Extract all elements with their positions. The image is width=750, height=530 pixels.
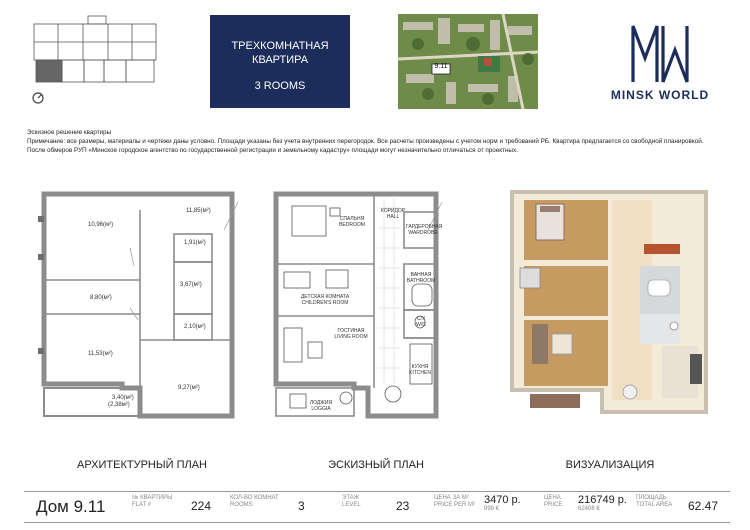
- bed-icon: [292, 206, 326, 236]
- plant-icon: [340, 392, 352, 404]
- price-value: 216749 р. 62408 €: [578, 494, 627, 512]
- title-line1: ТРЕХКОМНАТНАЯ: [231, 40, 329, 52]
- note-line1: Эскизное решение квартиры: [27, 129, 112, 136]
- room-children: ДЕТСКАЯ КОМНАТА CHILDREN'S ROOM: [300, 294, 350, 306]
- map-badge: 9.11: [434, 63, 448, 70]
- location-plan: [28, 14, 163, 109]
- title-line2: КВАРТИРА: [251, 54, 309, 66]
- price-label: ЦЕНА PRICE: [544, 495, 563, 508]
- rooms-value: 3: [298, 499, 305, 513]
- title-line3: 3 ROOMS: [254, 80, 306, 92]
- price-per-m2-label: ЦЕНА ЗА М² PRICE PER M²: [434, 495, 476, 508]
- price-per-m2-value: 3470 р. 999 €: [484, 494, 521, 512]
- area-label: 3,40(м²): [112, 395, 134, 401]
- bunk-bed-icon: [284, 272, 310, 288]
- room-living: ГОСТИНАЯ LIVING ROOM: [334, 328, 368, 340]
- house-number: Дом 9.11: [36, 497, 106, 516]
- room-bathroom: ВАННАЯ BATHROOM: [406, 272, 436, 284]
- note-line2: Примечание: все размеры, материалы и чертежи даны условно. Площади указаны без учета внутренних перегородок. Все расчеты произведены с учетом норм и требований РБ. Квартира предлагается со свободной планировкой.: [27, 138, 704, 145]
- minsk-world-logo: [600, 22, 720, 84]
- room-loggia: ЛОДЖИЯ LOGGIA: [309, 400, 333, 412]
- level-label: ЭТАЖ LEVEL: [342, 495, 361, 508]
- area-label: 1,91(м²): [184, 240, 206, 246]
- area-label: 11,85(м²): [186, 208, 211, 214]
- aerial-map: [398, 14, 538, 109]
- flat-label: № КВАРТИРЫ FLAT #: [132, 495, 173, 508]
- apartment-title-box: [210, 15, 350, 108]
- logo-text: MINSK WORLD: [610, 88, 710, 102]
- rooms-label: КОЛ-ВО КОМНАТ ROOMS: [230, 495, 279, 508]
- bathtub-icon: [412, 284, 432, 306]
- area-label: ПЛОЩАДЬ TOTAL AREA: [636, 495, 673, 508]
- area-label: 2,10(м²): [184, 324, 206, 330]
- room-wardrobe: ГАРДЕРОБНАЯ WARDROBE: [406, 224, 443, 236]
- sketch-plan: [270, 188, 475, 420]
- room-kitchen: КУХНЯ KITCHEN: [409, 364, 431, 376]
- area-label: 10,96(м²): [88, 222, 114, 228]
- sketch-plan-caption: ЭСКИЗНЫЙ ПЛАН: [328, 459, 424, 471]
- visualization-render: [506, 186, 714, 418]
- visualization-caption: ВИЗУАЛИЗАЦИЯ: [565, 459, 655, 471]
- info-footer: [24, 491, 730, 523]
- area-label: 8,80(м²): [90, 295, 112, 301]
- area-value: 62.47: [688, 499, 719, 513]
- flat-value: 224: [191, 499, 212, 513]
- logo-mark-icon: [600, 22, 720, 84]
- room-hall: КОРИДОР HALL: [380, 208, 406, 220]
- area-label: 9,27(м²): [178, 385, 200, 391]
- disclaimer-note: [27, 128, 727, 155]
- area-label: (2,38м²): [108, 402, 130, 408]
- architectural-plan: [38, 188, 243, 420]
- sofa-icon: [284, 328, 302, 362]
- room-wc: С/У W/C: [416, 316, 426, 328]
- note-line3: После обмеров РУП «Минское городское агентство по государственной регистрации и земельному кадастру» площади могут незначительно отличаться от проектных.: [27, 147, 518, 154]
- area-label: 11,53(м²): [88, 351, 113, 357]
- dining-table-icon: [385, 386, 401, 402]
- arch-plan-caption: АРХИТЕКТУРНЫЙ ПЛАН: [77, 459, 207, 471]
- area-label: 3,67(м²): [180, 282, 202, 288]
- room-bedroom: СПАЛЬНЯ BEDROOM: [339, 216, 365, 228]
- level-value: 23: [396, 499, 410, 513]
